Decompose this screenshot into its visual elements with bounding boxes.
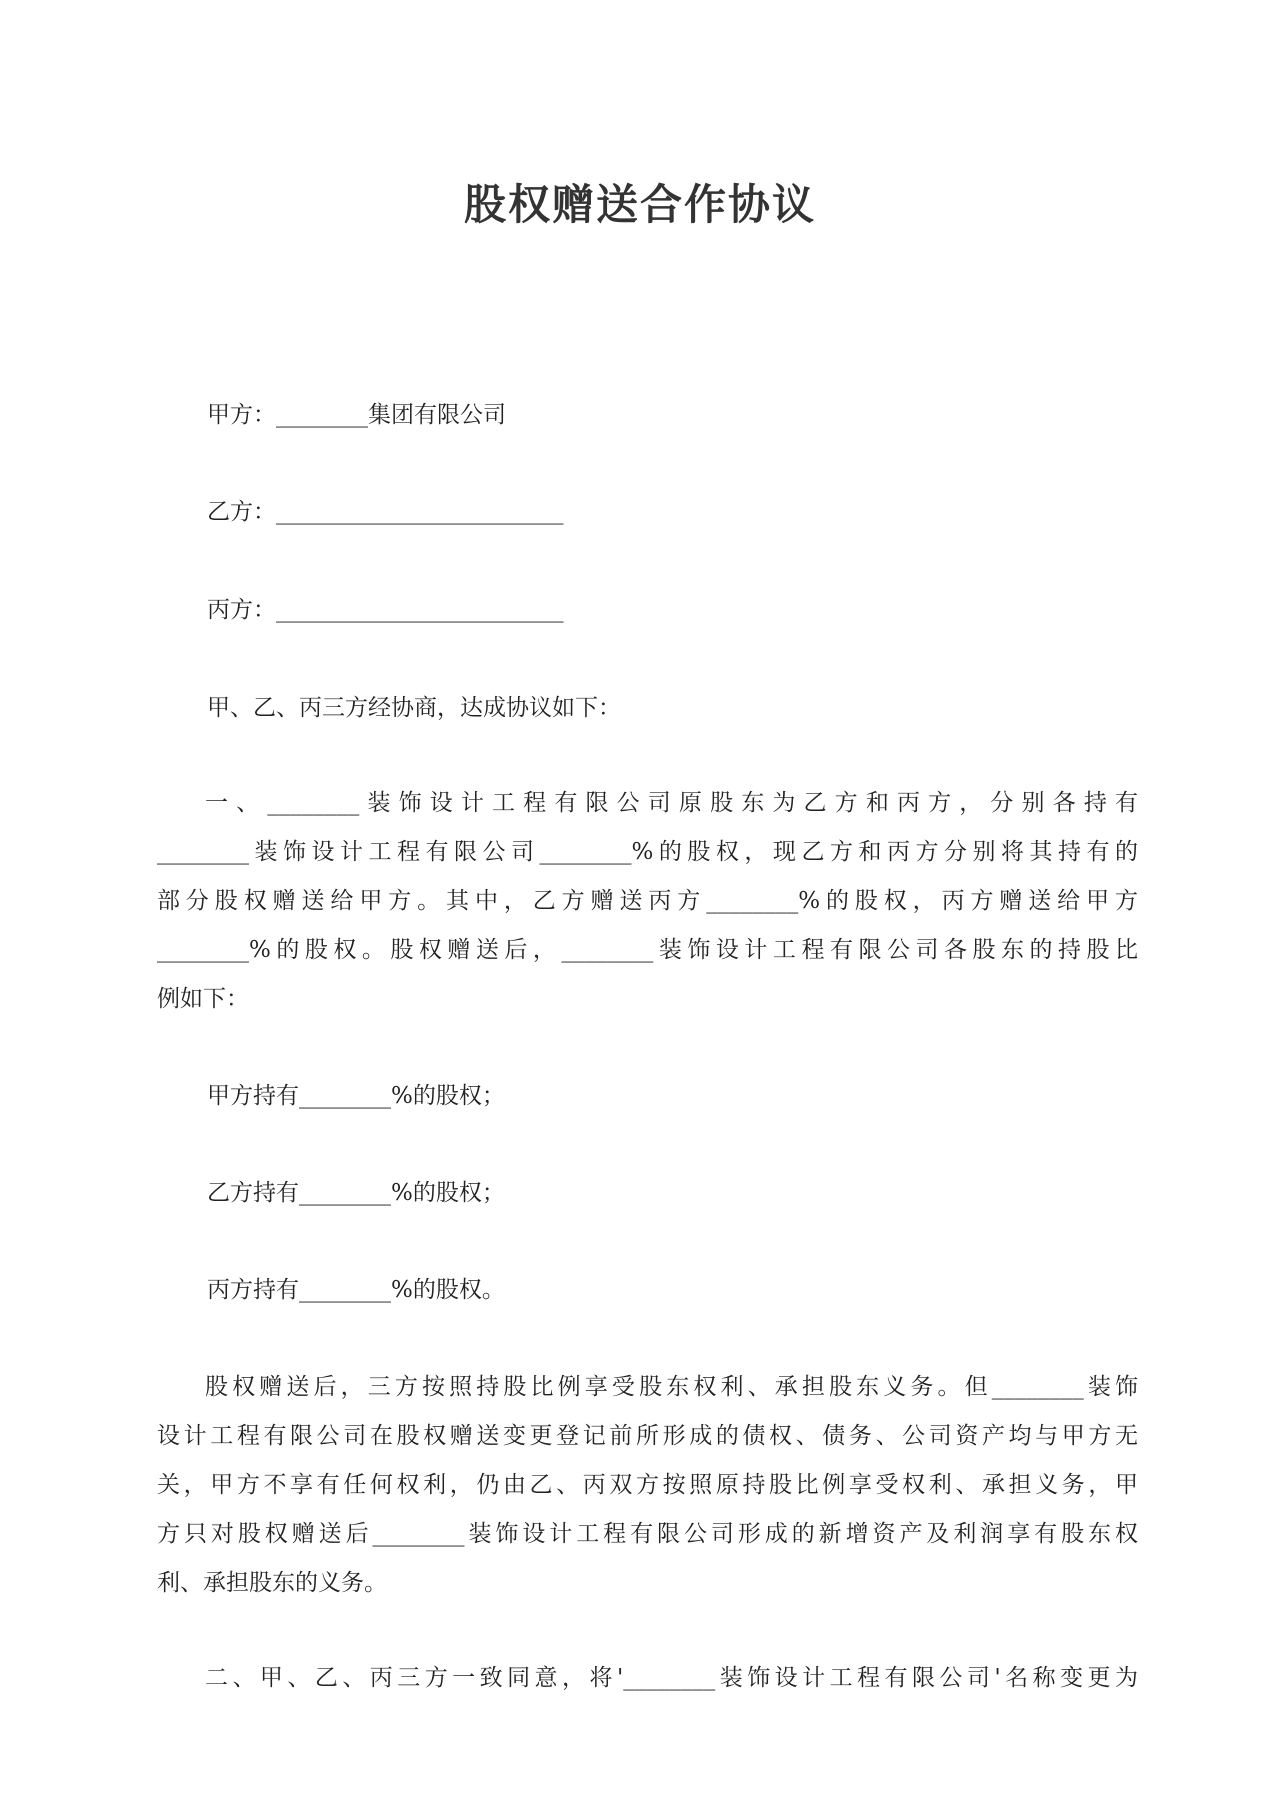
after-gift-line: 股权赠送后，三方按照持股比例享受股东权利、承担股东义务。但________装饰 xyxy=(205,1374,1138,1400)
after-gift-paragraph xyxy=(157,1372,1138,1617)
clause-1-line: ________%的股权。股权赠送后，________装饰设计工程有限公司各股东的持股比 xyxy=(157,937,1138,963)
party-c: 丙方：_________________________ xyxy=(207,597,564,623)
clause-2 xyxy=(157,1663,1138,1712)
document-title: 股权赠送合作协议 xyxy=(463,180,816,229)
intro-text: 甲、乙、丙三方经协商，达成协议如下： xyxy=(207,695,621,721)
clause-1-line: 部分股权赠送给甲方。其中，乙方赠送丙方________%的股权，丙方赠送给甲方 xyxy=(157,888,1138,914)
clause-1-line: ________装饰设计工程有限公司________%的股权，现乙方和丙方分别将其持有的 xyxy=(157,839,1138,865)
clause-2-line: 二、甲、乙、丙三方一致同意，将'________装饰设计工程有限公司'名称变更为 xyxy=(205,1665,1138,1691)
holding-party-b: 乙方持有________%的股权； xyxy=(207,1180,505,1206)
holding-party-a: 甲方持有________%的股权； xyxy=(207,1083,505,1109)
clause-1-line: 一、________装饰设计工程有限公司原股东为乙方和丙方，分别各持有 xyxy=(205,790,1138,816)
clause-1-line: 例如下： xyxy=(157,986,249,1012)
party-b: 乙方：_________________________ xyxy=(207,499,564,525)
after-gift-line: 设计工程有限公司在股权赠送变更登记前所形成的债权、债务、公司资产均与甲方无 xyxy=(157,1423,1138,1449)
after-gift-line: 利、承担股东的义务。 xyxy=(157,1570,387,1596)
holding-party-c: 丙方持有________%的股权。 xyxy=(207,1277,505,1303)
after-gift-line: 关，甲方不享有任何权利，仍由乙、丙双方按照原持股比例享受权利、承担义务，甲 xyxy=(157,1472,1138,1498)
clause-1 xyxy=(157,788,1138,1033)
after-gift-line: 方只对股权赠送后________装饰设计工程有限公司形成的新增资产及利润享有股东权 xyxy=(157,1521,1138,1547)
party-a: 甲方：________集团有限公司 xyxy=(207,402,506,428)
